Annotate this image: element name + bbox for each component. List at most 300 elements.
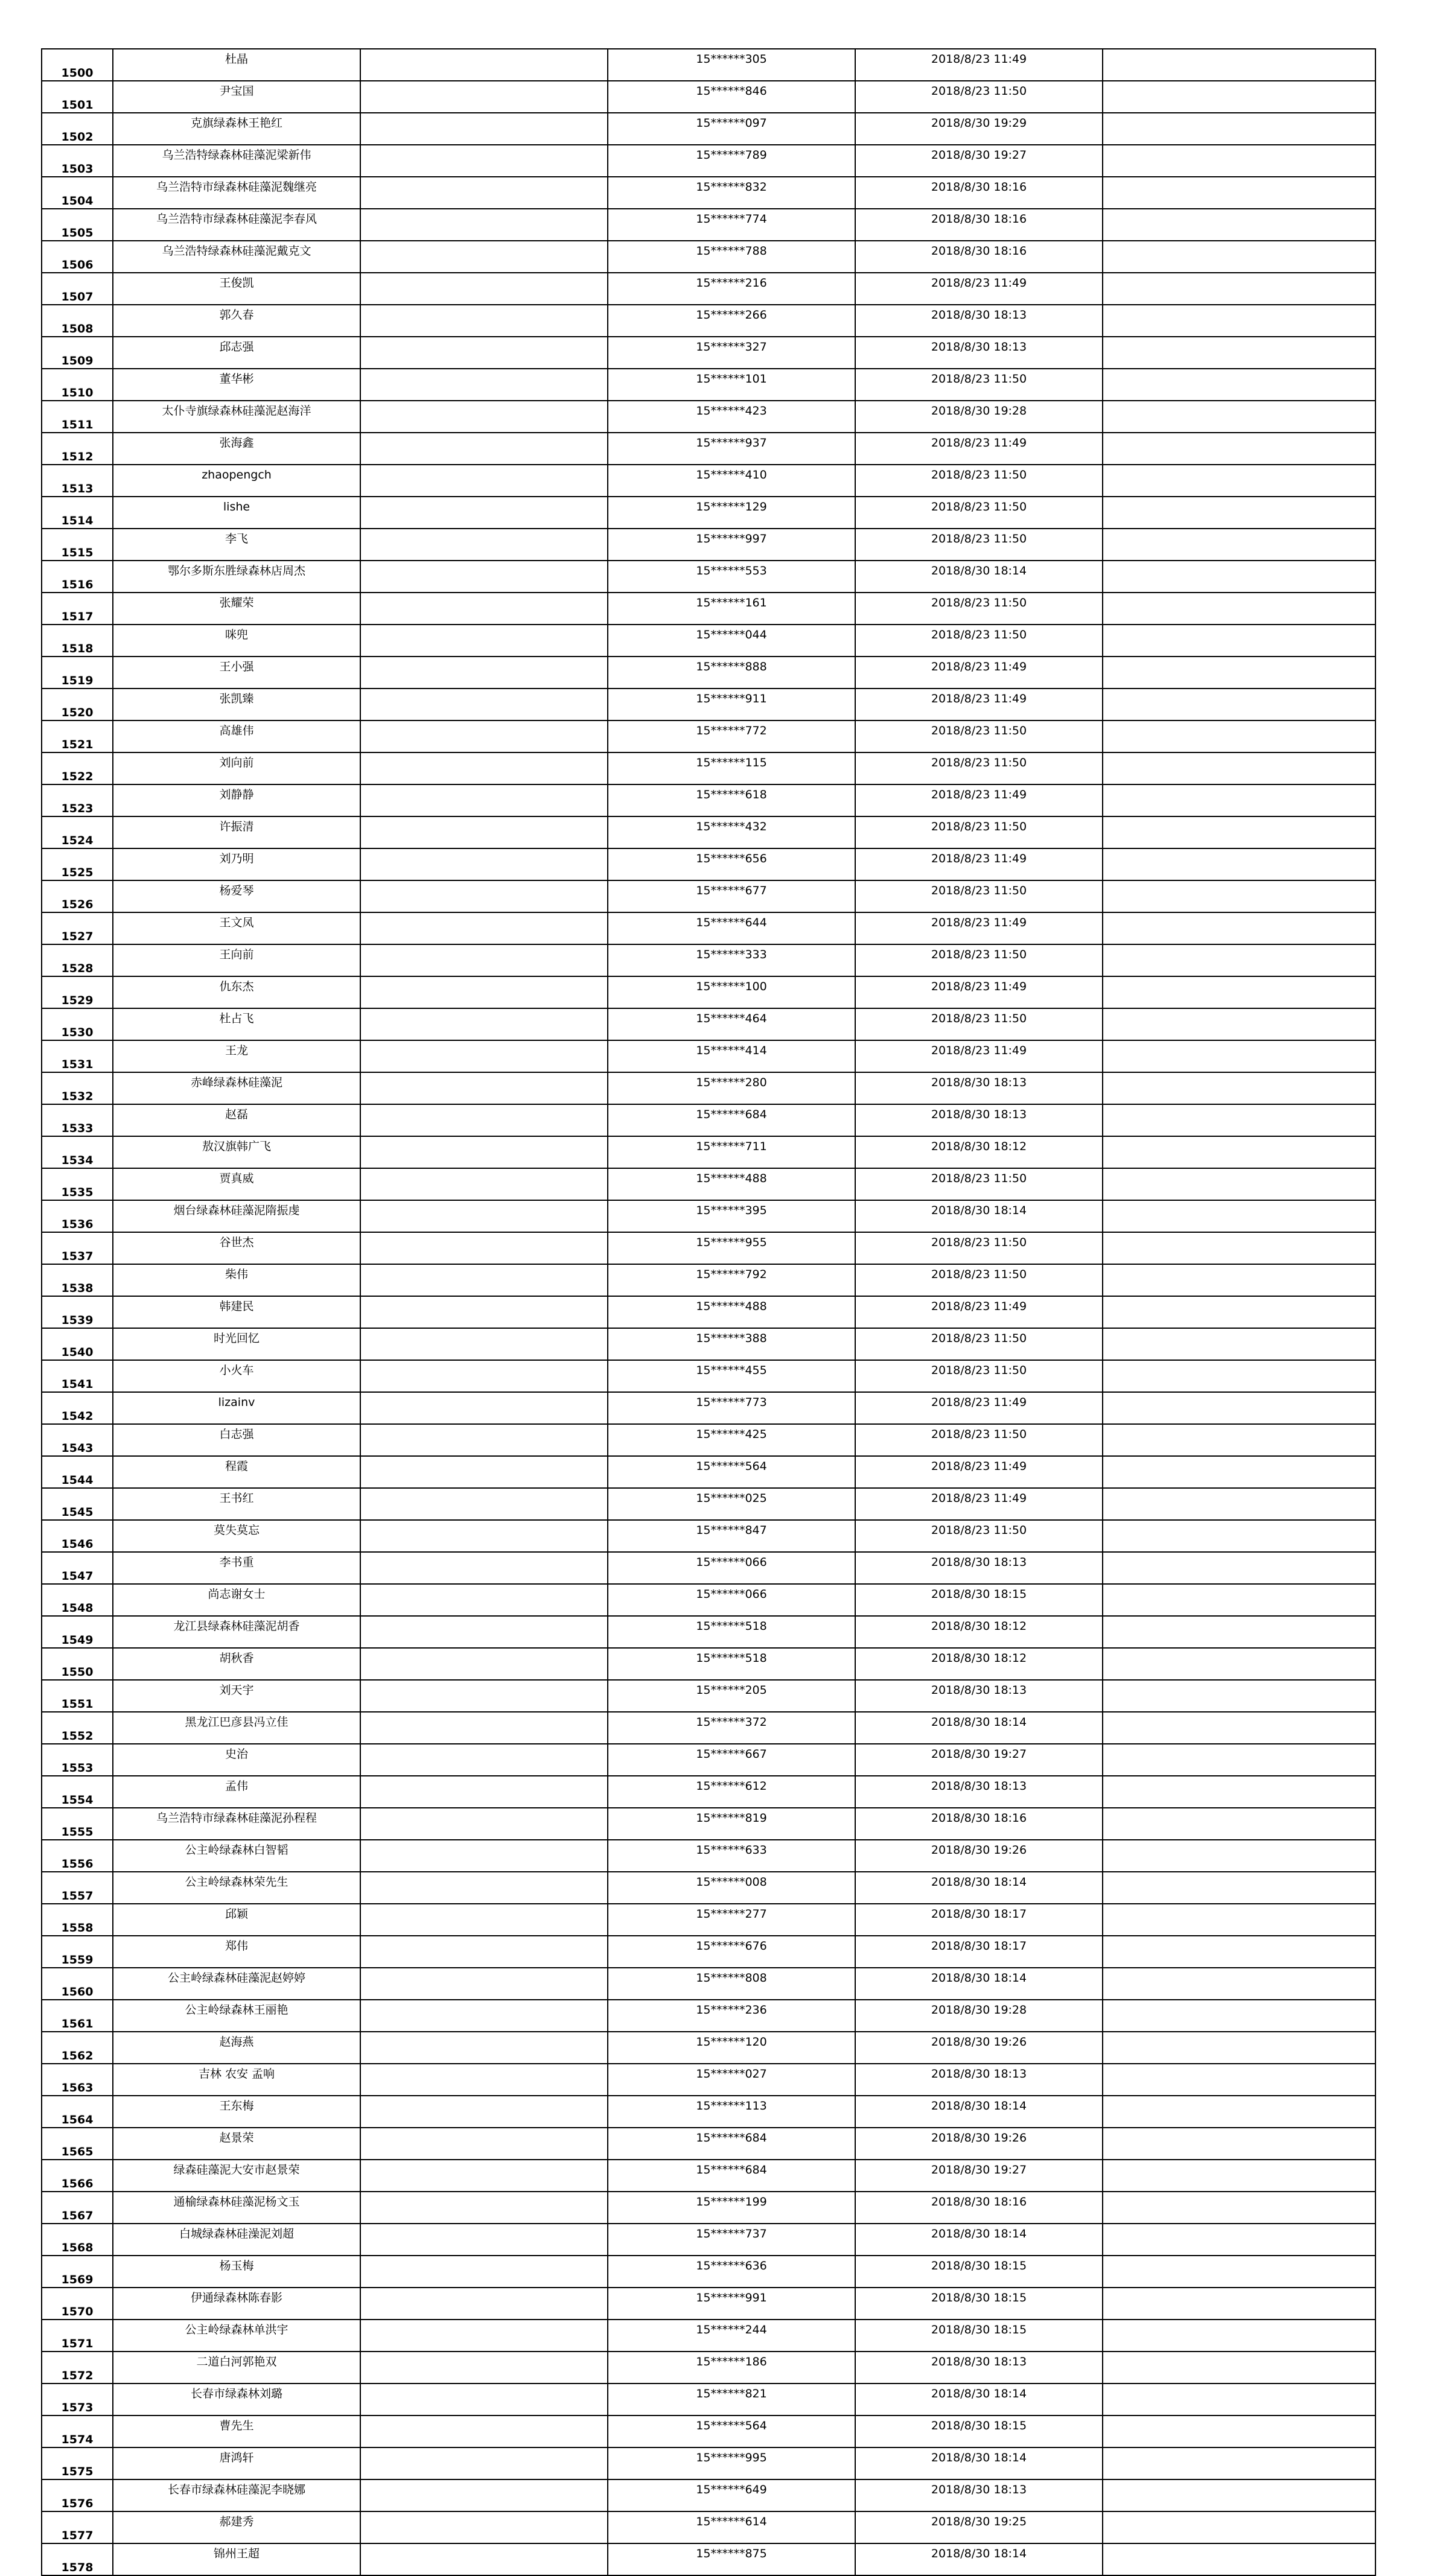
- empty-cell: [360, 465, 608, 497]
- time-cell: 2018/8/30 18:13: [855, 1776, 1103, 1808]
- empty-cell: [360, 2160, 608, 2192]
- table-row: [42, 657, 1375, 689]
- empty-cell: [360, 976, 608, 1008]
- row-number-cell: 1538: [42, 1264, 113, 1296]
- time-cell: 2018/8/30 18:14: [855, 1872, 1103, 1904]
- phone-cell: 15******772: [608, 720, 855, 752]
- phone-cell: 15******027: [608, 2064, 855, 2096]
- table-row: [42, 2000, 1375, 2032]
- time-cell: 2018/8/23 11:49: [855, 1040, 1103, 1072]
- time-cell: 2018/8/30 18:12: [855, 1648, 1103, 1680]
- table-row: [42, 2160, 1375, 2192]
- phone-cell: 15******684: [608, 2128, 855, 2160]
- table-row: [42, 305, 1375, 337]
- empty-cell: [360, 2000, 608, 2032]
- empty-cell: [1103, 1424, 1375, 1456]
- row-number-cell: 1510: [42, 369, 113, 401]
- time-cell: 2018/8/30 18:13: [855, 337, 1103, 369]
- row-number-cell: 1552: [42, 1712, 113, 1744]
- time-cell: 2018/8/30 18:14: [855, 2384, 1103, 2415]
- name-cell: 咪兜: [113, 625, 360, 657]
- row-number-cell: 1524: [42, 816, 113, 848]
- name-cell: 王小强: [113, 657, 360, 689]
- time-cell: 2018/8/30 18:15: [855, 2320, 1103, 2352]
- empty-cell: [360, 2384, 608, 2415]
- phone-cell: 15******186: [608, 2352, 855, 2384]
- empty-cell: [360, 593, 608, 625]
- name-cell: 唐鸿轩: [113, 2447, 360, 2479]
- time-cell: 2018/8/30 18:16: [855, 209, 1103, 241]
- empty-cell: [1103, 2192, 1375, 2224]
- table-row: [42, 1552, 1375, 1584]
- name-cell: 柴伟: [113, 1264, 360, 1296]
- phone-cell: 15******997: [608, 529, 855, 561]
- name-cell: 赵景荣: [113, 2128, 360, 2160]
- table-row: [42, 625, 1375, 657]
- empty-cell: [1103, 944, 1375, 976]
- table-row: [42, 1200, 1375, 1232]
- phone-cell: 15******327: [608, 337, 855, 369]
- time-cell: 2018/8/30 18:17: [855, 1904, 1103, 1936]
- time-cell: 2018/8/30 18:14: [855, 1968, 1103, 2000]
- row-number-cell: 1520: [42, 689, 113, 720]
- row-number-cell: 1545: [42, 1488, 113, 1520]
- row-number-cell: 1567: [42, 2192, 113, 2224]
- time-cell: 2018/8/30 19:27: [855, 1744, 1103, 1776]
- empty-cell: [360, 209, 608, 241]
- name-cell: 杨爱琴: [113, 880, 360, 912]
- empty-cell: [360, 1616, 608, 1648]
- empty-cell: [360, 657, 608, 689]
- name-cell: 黑龙江巴彦县冯立佳: [113, 1712, 360, 1744]
- empty-cell: [1103, 2447, 1375, 2479]
- name-cell: 郑伟: [113, 1936, 360, 1968]
- name-cell: 高雄伟: [113, 720, 360, 752]
- phone-cell: 15******792: [608, 1264, 855, 1296]
- empty-cell: [1103, 1200, 1375, 1232]
- table-row: [42, 1776, 1375, 1808]
- empty-cell: [360, 1168, 608, 1200]
- row-number-cell: 1503: [42, 145, 113, 177]
- table-row: [42, 209, 1375, 241]
- empty-cell: [1103, 848, 1375, 880]
- name-cell: 锦州王超: [113, 2543, 360, 2575]
- empty-cell: [1103, 273, 1375, 305]
- empty-cell: [1103, 369, 1375, 401]
- empty-cell: [1103, 1328, 1375, 1360]
- time-cell: 2018/8/23 11:50: [855, 593, 1103, 625]
- empty-cell: [360, 1936, 608, 1968]
- phone-cell: 15******518: [608, 1648, 855, 1680]
- empty-cell: [360, 2479, 608, 2511]
- name-cell: 长春市绿森林刘璐: [113, 2384, 360, 2415]
- table-row: [42, 1904, 1375, 1936]
- time-cell: 2018/8/23 11:50: [855, 1424, 1103, 1456]
- row-number-cell: 1572: [42, 2352, 113, 2384]
- phone-cell: 15******044: [608, 625, 855, 657]
- time-cell: 2018/8/30 19:25: [855, 2511, 1103, 2543]
- row-number-cell: 1541: [42, 1360, 113, 1392]
- name-cell: 长春市绿森林硅藻泥李晓娜: [113, 2479, 360, 2511]
- name-cell: 孟伟: [113, 1776, 360, 1808]
- empty-cell: [1103, 2000, 1375, 2032]
- phone-cell: 15******819: [608, 1808, 855, 1840]
- table-row: [42, 1648, 1375, 1680]
- phone-cell: 15******991: [608, 2288, 855, 2320]
- empty-cell: [360, 880, 608, 912]
- row-number-cell: 1512: [42, 433, 113, 465]
- phone-cell: 15******847: [608, 1520, 855, 1552]
- name-cell: 贾真威: [113, 1168, 360, 1200]
- empty-cell: [1103, 433, 1375, 465]
- table-row: [42, 1744, 1375, 1776]
- phone-cell: 15******773: [608, 1392, 855, 1424]
- time-cell: 2018/8/30 18:16: [855, 2192, 1103, 2224]
- empty-cell: [360, 49, 608, 81]
- time-cell: 2018/8/30 18:13: [855, 2064, 1103, 2096]
- table-row: [42, 2128, 1375, 2160]
- table-row: [42, 2032, 1375, 2064]
- time-cell: 2018/8/30 18:16: [855, 177, 1103, 209]
- empty-cell: [1103, 1776, 1375, 1808]
- table-row: [42, 1072, 1375, 1104]
- row-number-cell: 1508: [42, 305, 113, 337]
- row-number-cell: 1517: [42, 593, 113, 625]
- phone-cell: 15******774: [608, 209, 855, 241]
- row-number-cell: 1549: [42, 1616, 113, 1648]
- row-number-cell: 1527: [42, 912, 113, 944]
- phone-cell: 15******236: [608, 2000, 855, 2032]
- empty-cell: [360, 816, 608, 848]
- time-cell: 2018/8/23 11:49: [855, 912, 1103, 944]
- row-number-cell: 1547: [42, 1552, 113, 1584]
- phone-cell: 15******808: [608, 1968, 855, 2000]
- name-cell: 赤峰绿森林硅藻泥: [113, 1072, 360, 1104]
- phone-cell: 15******676: [608, 1936, 855, 1968]
- phone-cell: 15******846: [608, 81, 855, 113]
- phone-cell: 15******649: [608, 2479, 855, 2511]
- name-cell: 刘天宇: [113, 1680, 360, 1712]
- name-cell: 绿森硅藻泥大安市赵景荣: [113, 2160, 360, 2192]
- time-cell: 2018/8/30 18:13: [855, 1680, 1103, 1712]
- time-cell: 2018/8/23 11:50: [855, 369, 1103, 401]
- row-number-cell: 1565: [42, 2128, 113, 2160]
- empty-cell: [1103, 1360, 1375, 1392]
- empty-cell: [1103, 1008, 1375, 1040]
- empty-cell: [1103, 529, 1375, 561]
- empty-cell: [1103, 1808, 1375, 1840]
- name-cell: 乌兰浩特市绿森林硅藻泥魏继亮: [113, 177, 360, 209]
- row-number-cell: 1560: [42, 1968, 113, 2000]
- table-row: [42, 561, 1375, 593]
- time-cell: 2018/8/30 19:28: [855, 2000, 1103, 2032]
- time-cell: 2018/8/23 11:49: [855, 848, 1103, 880]
- name-cell: 张海鑫: [113, 433, 360, 465]
- table-row: [42, 848, 1375, 880]
- time-cell: 2018/8/23 11:50: [855, 944, 1103, 976]
- table-row: [42, 689, 1375, 720]
- table-row: [42, 976, 1375, 1008]
- empty-cell: [360, 1840, 608, 1872]
- empty-cell: [1103, 2224, 1375, 2256]
- empty-cell: [1103, 752, 1375, 784]
- name-cell: lishe: [113, 497, 360, 529]
- phone-cell: 15******832: [608, 177, 855, 209]
- time-cell: 2018/8/30 19:26: [855, 2032, 1103, 2064]
- empty-cell: [1103, 1488, 1375, 1520]
- empty-cell: [360, 241, 608, 273]
- empty-cell: [1103, 625, 1375, 657]
- empty-cell: [360, 1456, 608, 1488]
- phone-cell: 15******395: [608, 1200, 855, 1232]
- name-cell: 莫失莫忘: [113, 1520, 360, 1552]
- phone-cell: 15******488: [608, 1296, 855, 1328]
- empty-cell: [360, 497, 608, 529]
- table-row: [42, 2415, 1375, 2447]
- name-cell: 烟台绿森林硅藻泥隋振虔: [113, 1200, 360, 1232]
- row-number-cell: 1506: [42, 241, 113, 273]
- empty-cell: [1103, 2064, 1375, 2096]
- time-cell: 2018/8/30 18:14: [855, 2224, 1103, 2256]
- empty-cell: [360, 2128, 608, 2160]
- time-cell: 2018/8/23 11:49: [855, 976, 1103, 1008]
- time-cell: 2018/8/30 18:17: [855, 1936, 1103, 1968]
- name-cell: 敖汉旗韩广飞: [113, 1136, 360, 1168]
- table-row: [42, 912, 1375, 944]
- empty-cell: [360, 305, 608, 337]
- phone-cell: 15******410: [608, 465, 855, 497]
- empty-cell: [360, 2543, 608, 2575]
- table-row: [42, 1104, 1375, 1136]
- phone-cell: 15******618: [608, 784, 855, 816]
- time-cell: 2018/8/30 18:13: [855, 1072, 1103, 1104]
- name-cell: 胡秋香: [113, 1648, 360, 1680]
- empty-cell: [1103, 1040, 1375, 1072]
- phone-cell: 15******633: [608, 1840, 855, 1872]
- row-number-cell: 1522: [42, 752, 113, 784]
- row-number-cell: 1502: [42, 113, 113, 145]
- row-number-cell: 1555: [42, 1808, 113, 1840]
- empty-cell: [360, 81, 608, 113]
- empty-cell: [1103, 1104, 1375, 1136]
- empty-cell: [360, 1136, 608, 1168]
- row-number-cell: 1561: [42, 2000, 113, 2032]
- table-row: [42, 1936, 1375, 1968]
- time-cell: 2018/8/30 18:16: [855, 241, 1103, 273]
- table-row: [42, 784, 1375, 816]
- phone-cell: 15******821: [608, 2384, 855, 2415]
- time-cell: 2018/8/30 18:13: [855, 1104, 1103, 1136]
- row-number-cell: 1553: [42, 1744, 113, 1776]
- time-cell: 2018/8/23 11:49: [855, 49, 1103, 81]
- phone-cell: 15******875: [608, 2543, 855, 2575]
- empty-cell: [1103, 1520, 1375, 1552]
- table-row: [42, 1968, 1375, 2000]
- table-row: [42, 2479, 1375, 2511]
- empty-cell: [1103, 209, 1375, 241]
- row-number-cell: 1505: [42, 209, 113, 241]
- name-cell: 许振清: [113, 816, 360, 848]
- row-number-cell: 1569: [42, 2256, 113, 2288]
- time-cell: 2018/8/23 11:49: [855, 273, 1103, 305]
- empty-cell: [1103, 1968, 1375, 2000]
- empty-cell: [360, 1744, 608, 1776]
- empty-cell: [360, 1328, 608, 1360]
- row-number-cell: 1501: [42, 81, 113, 113]
- empty-cell: [1103, 2479, 1375, 2511]
- table-row: [42, 752, 1375, 784]
- name-cell: 李书重: [113, 1552, 360, 1584]
- table-row: [42, 1136, 1375, 1168]
- time-cell: 2018/8/30 18:13: [855, 1552, 1103, 1584]
- empty-cell: [360, 1648, 608, 1680]
- phone-cell: 15******518: [608, 1616, 855, 1648]
- empty-cell: [360, 625, 608, 657]
- row-number-cell: 1543: [42, 1424, 113, 1456]
- phone-cell: 15******737: [608, 2224, 855, 2256]
- row-number-cell: 1559: [42, 1936, 113, 1968]
- row-number-cell: 1526: [42, 880, 113, 912]
- phone-cell: 15******711: [608, 1136, 855, 1168]
- empty-cell: [360, 1392, 608, 1424]
- table-row: [42, 2192, 1375, 2224]
- time-cell: 2018/8/30 18:16: [855, 1808, 1103, 1840]
- phone-cell: 15******684: [608, 2160, 855, 2192]
- time-cell: 2018/8/23 11:50: [855, 1008, 1103, 1040]
- empty-cell: [1103, 689, 1375, 720]
- phone-cell: 15******455: [608, 1360, 855, 1392]
- row-number-cell: 1577: [42, 2511, 113, 2543]
- row-number-cell: 1532: [42, 1072, 113, 1104]
- empty-cell: [1103, 2256, 1375, 2288]
- phone-cell: 15******280: [608, 1072, 855, 1104]
- name-cell: 刘向前: [113, 752, 360, 784]
- time-cell: 2018/8/23 11:50: [855, 1328, 1103, 1360]
- phone-cell: 15******333: [608, 944, 855, 976]
- name-cell: zhaopengch: [113, 465, 360, 497]
- row-number-cell: 1531: [42, 1040, 113, 1072]
- table-row: [42, 1616, 1375, 1648]
- time-cell: 2018/8/30 18:15: [855, 2415, 1103, 2447]
- name-cell: 刘乃明: [113, 848, 360, 880]
- row-number-cell: 1504: [42, 177, 113, 209]
- table-row: [42, 1328, 1375, 1360]
- phone-cell: 15******464: [608, 1008, 855, 1040]
- empty-cell: [360, 2320, 608, 2352]
- name-cell: 尚志谢女士: [113, 1584, 360, 1616]
- row-number-cell: 1571: [42, 2320, 113, 2352]
- empty-cell: [1103, 401, 1375, 433]
- phone-cell: 15******372: [608, 1712, 855, 1744]
- row-number-cell: 1529: [42, 976, 113, 1008]
- time-cell: 2018/8/30 18:14: [855, 2447, 1103, 2479]
- name-cell: 杜晶: [113, 49, 360, 81]
- table-row: [42, 1360, 1375, 1392]
- data-table: [41, 48, 1376, 2576]
- time-cell: 2018/8/23 11:50: [855, 625, 1103, 657]
- time-cell: 2018/8/30 18:15: [855, 2288, 1103, 2320]
- empty-cell: [1103, 976, 1375, 1008]
- empty-cell: [360, 1552, 608, 1584]
- time-cell: 2018/8/23 11:49: [855, 1488, 1103, 1520]
- table-row: [42, 497, 1375, 529]
- empty-cell: [1103, 2096, 1375, 2128]
- time-cell: 2018/8/30 18:12: [855, 1136, 1103, 1168]
- name-cell: 刘静静: [113, 784, 360, 816]
- empty-cell: [1103, 1168, 1375, 1200]
- empty-cell: [1103, 305, 1375, 337]
- row-number-cell: 1575: [42, 2447, 113, 2479]
- time-cell: 2018/8/23 11:49: [855, 1392, 1103, 1424]
- time-cell: 2018/8/30 19:26: [855, 2128, 1103, 2160]
- name-cell: 邱颖: [113, 1904, 360, 1936]
- phone-cell: 15******488: [608, 1168, 855, 1200]
- table-row: [42, 273, 1375, 305]
- empty-cell: [360, 2511, 608, 2543]
- row-number-cell: 1521: [42, 720, 113, 752]
- table-row: [42, 2447, 1375, 2479]
- empty-cell: [1103, 337, 1375, 369]
- empty-cell: [360, 784, 608, 816]
- name-cell: 乌兰浩特绿森林硅藻泥梁新伟: [113, 145, 360, 177]
- time-cell: 2018/8/30 18:13: [855, 2352, 1103, 2384]
- table-row: [42, 2224, 1375, 2256]
- name-cell: 鄂尔多斯东胜绿森林店周杰: [113, 561, 360, 593]
- row-number-cell: 1525: [42, 848, 113, 880]
- row-number-cell: 1564: [42, 2096, 113, 2128]
- name-cell: 杜占飞: [113, 1008, 360, 1040]
- phone-cell: 15******888: [608, 657, 855, 689]
- phone-cell: 15******129: [608, 497, 855, 529]
- empty-cell: [1103, 1712, 1375, 1744]
- phone-cell: 15******205: [608, 1680, 855, 1712]
- table-row: [42, 816, 1375, 848]
- time-cell: 2018/8/30 18:15: [855, 2256, 1103, 2288]
- time-cell: 2018/8/30 18:14: [855, 1200, 1103, 1232]
- table-row: [42, 49, 1375, 81]
- phone-cell: 15******216: [608, 273, 855, 305]
- empty-cell: [360, 944, 608, 976]
- empty-cell: [360, 1232, 608, 1264]
- row-number-cell: 1516: [42, 561, 113, 593]
- row-number-cell: 1563: [42, 2064, 113, 2096]
- table-row: [42, 2096, 1375, 2128]
- row-number-cell: 1518: [42, 625, 113, 657]
- name-cell: 程霞: [113, 1456, 360, 1488]
- empty-cell: [1103, 49, 1375, 81]
- name-cell: 张凯臻: [113, 689, 360, 720]
- table-row: [42, 81, 1375, 113]
- empty-cell: [1103, 1552, 1375, 1584]
- row-number-cell: 1537: [42, 1232, 113, 1264]
- name-cell: 仇东杰: [113, 976, 360, 1008]
- name-cell: 赵海燕: [113, 2032, 360, 2064]
- name-cell: 太仆寺旗绿森林硅藻泥赵海洋: [113, 401, 360, 433]
- table-row: [42, 1840, 1375, 1872]
- time-cell: 2018/8/23 11:50: [855, 497, 1103, 529]
- time-cell: 2018/8/30 18:14: [855, 561, 1103, 593]
- phone-cell: 15******101: [608, 369, 855, 401]
- row-number-cell: 1511: [42, 401, 113, 433]
- name-cell: 王文凤: [113, 912, 360, 944]
- name-cell: 乌兰浩特市绿森林硅藻泥孙程程: [113, 1808, 360, 1840]
- row-number-cell: 1576: [42, 2479, 113, 2511]
- time-cell: 2018/8/30 19:28: [855, 401, 1103, 433]
- table-row: [42, 529, 1375, 561]
- phone-cell: 15******564: [608, 1456, 855, 1488]
- name-cell: 杨玉梅: [113, 2256, 360, 2288]
- name-cell: 董华彬: [113, 369, 360, 401]
